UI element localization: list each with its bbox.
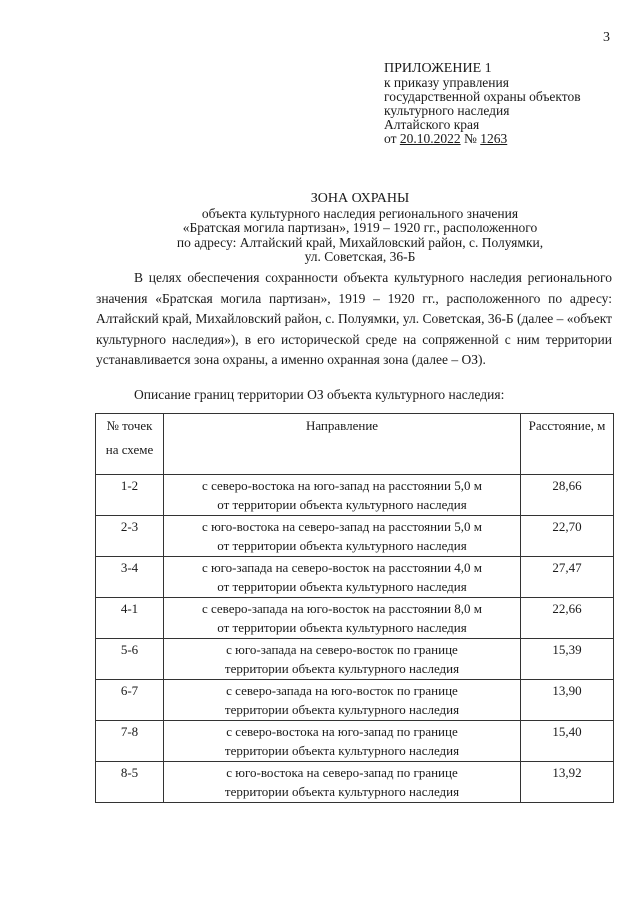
order-line [384,132,581,146]
boundary-table [95,413,614,803]
row-distance: 15,39 [521,639,614,680]
appendix-title: ПРИЛОЖЕНИЕ 1 [384,61,492,76]
row-direction-line1: с юго-востока на северо-запад по границе [226,765,458,780]
row-direction-line1: с юго-востока на северо-запад на расстоянии 5,0 м [202,519,482,534]
row-direction [164,639,521,680]
appendix-block [384,62,581,146]
row-direction-line2: от территории объекта культурного наследия [217,579,467,594]
row-points: 6-7 [96,680,164,721]
heading-title: ЗОНА ОХРАНЫ [310,191,410,206]
row-distance: 27,47 [521,557,614,598]
row-direction-line1: с северо-востока на юго-запад по границе [226,724,458,739]
header-points-line1: № точек [106,418,153,433]
row-direction-line2: территории объекта культурного наследия [224,743,460,758]
row-direction-line1: с юго-запада на северо-восток на расстоянии 4,0 м [201,560,483,575]
table-row [96,516,614,557]
row-direction [164,762,521,803]
row-distance: 13,90 [521,680,614,721]
table-header-row [96,414,614,475]
heading-line: объекта культурного наследия регионального значения [201,205,519,221]
row-distance: 28,66 [521,475,614,516]
table-row [96,639,614,680]
row-direction [164,721,521,762]
row-points: 8-5 [96,762,164,803]
row-direction-line2: от территории объекта культурного наследия [217,538,467,553]
row-direction [164,680,521,721]
row-points: 2-3 [96,516,164,557]
body-paragraph: В целях обеспечения сохранности объекта культурного наследия регионального значения «Братская могила партизан», 1919 – 1920 гг., расположенного по адресу: Алтайский край, Михайловский район, с. Полуямки, ул. Советская, 36-Б (далее – «объект культурного наследия»), в его исторической среде на сопряженной с ним территории устанавливается зона охраны, а именно охранная зона (далее – ОЗ). [96,270,612,367]
header-distance: Расстояние, м [521,414,614,475]
body-paragraph: Описание границ территории ОЗ объекта культурного наследия: [134,387,505,402]
row-direction-line1: с юго-запада на северо-восток по границе [226,642,458,657]
document-heading [100,192,620,265]
row-direction-line1: с северо-востока на юго-запад на расстоянии 5,0 м [202,478,482,493]
row-direction [164,475,521,516]
row-direction-line1: с северо-запада на юго-восток по границе [226,683,458,698]
heading-line: «Братская могила партизан», 1919 – 1920 гг., расположенного [182,220,538,235]
appendix-line: государственной охраны объектов [384,89,581,104]
row-direction-line2: от территории объекта культурного наследия [217,497,467,512]
page-number: 3 [603,30,610,45]
row-points: 4-1 [96,598,164,639]
row-direction-line2: территории объекта культурного наследия [224,702,460,717]
row-direction-line2: территории объекта культурного наследия [224,784,460,799]
row-direction [164,598,521,639]
row-direction-line2: от территории объекта культурного наследия [217,620,467,635]
appendix-line: к приказу управления [384,75,509,90]
header-direction: Направление [164,414,521,475]
row-direction-line1: с северо-запада на юго-восток на расстоянии 8,0 м [201,601,483,616]
table-row [96,598,614,639]
row-distance: 22,70 [521,516,614,557]
header-points-line2: на схеме [105,442,154,457]
row-distance: 15,40 [521,721,614,762]
row-distance: 22,66 [521,598,614,639]
heading-line: ул. Советская, 36-Б [304,249,416,264]
order-number: 1263 [480,131,508,146]
table-row [96,557,614,598]
heading-line: по адресу: Алтайский край, Михайловский район, с. Полуямки, [176,234,544,250]
row-points: 7-8 [96,721,164,762]
order-prefix: от [384,131,397,146]
row-points: 5-6 [96,639,164,680]
row-points: 1-2 [96,475,164,516]
order-number-sign: № [463,131,477,146]
row-direction [164,557,521,598]
header-points [96,414,164,475]
table-row [96,762,614,803]
order-date: 20.10.2022 [399,131,461,146]
appendix-line: культурного наследия [384,103,510,118]
row-direction-line2: территории объекта культурного наследия [224,661,460,676]
row-direction [164,516,521,557]
row-points: 3-4 [96,557,164,598]
row-distance: 13,92 [521,762,614,803]
appendix-line: Алтайского края [384,117,480,132]
table-row [96,475,614,516]
table-row [96,680,614,721]
table-row [96,721,614,762]
